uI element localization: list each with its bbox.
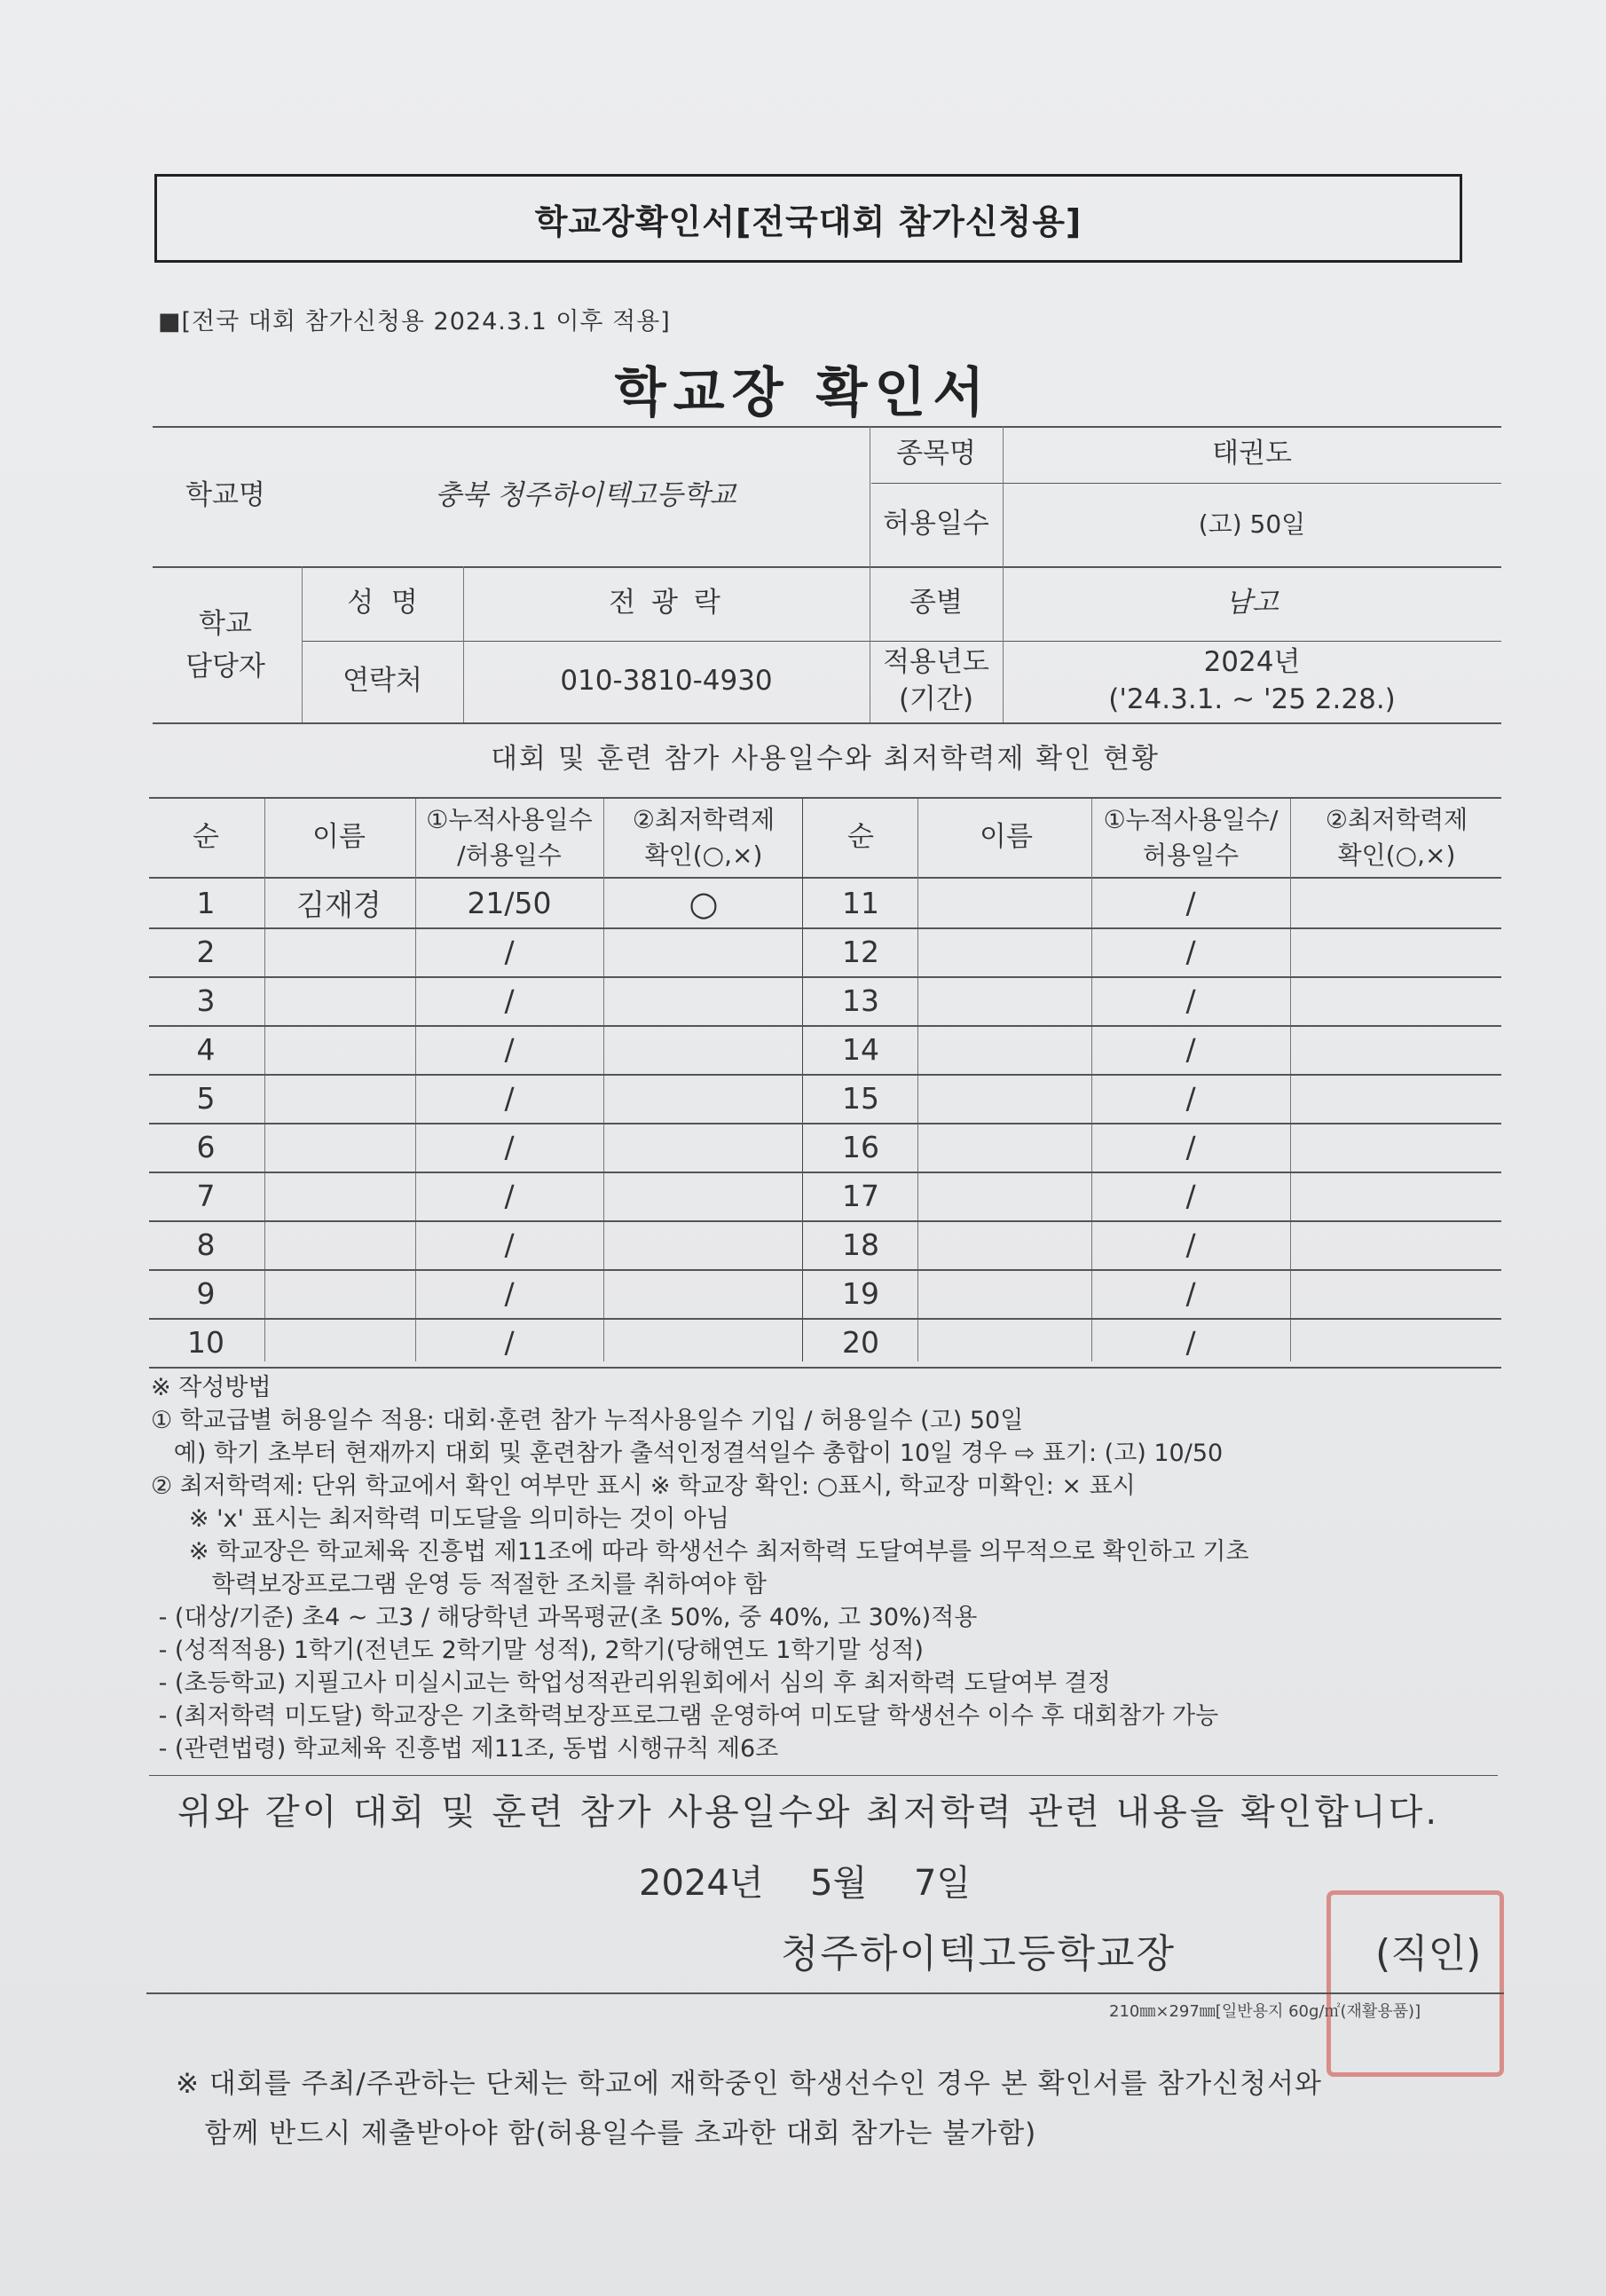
issue-date: 2024년 5월 7일 [639, 1863, 972, 1904]
signature-line [146, 1992, 1504, 1994]
table-row [149, 976, 1501, 1027]
main-title: 학교장 확인서 [614, 362, 992, 424]
row-check-left [605, 1318, 802, 1367]
row-days-right: / [1185, 1081, 1196, 1116]
row-days-right: / [1185, 1227, 1196, 1262]
row-check-left: ○ [689, 883, 719, 923]
event-label: 종목명 [896, 438, 976, 470]
table-row [149, 1269, 1501, 1320]
header-days-right-1: ①누적사용일수/ [1103, 805, 1279, 835]
table-row [149, 1172, 1501, 1222]
row-check-left [605, 1172, 802, 1220]
header-title: 학교장확인서[전국대회 참가신청용] [154, 174, 1462, 263]
school-value: 충북 청주하이텍고등학교 [435, 479, 736, 512]
row-no-left: 9 [196, 1276, 216, 1311]
row-no-right: 11 [842, 886, 879, 920]
note-line: - (초등학교) 지필고사 미실시교는 학업성적관리위원회에서 심의 후 최저학력 도달여부 결정 [151, 1669, 1111, 1697]
row-days-right: / [1185, 1276, 1196, 1311]
header-days-right-2: 허용일수 [1142, 840, 1240, 871]
row-no-right: 17 [842, 1179, 879, 1213]
row-days-right: / [1185, 886, 1196, 920]
header-check-left-1: ②최저학력제 [632, 805, 775, 835]
header-days-left-1: ①누적사용일수 [426, 805, 593, 835]
header-name-left: 이름 [312, 821, 366, 854]
row-days-left: / [504, 1276, 515, 1311]
row-check-left [605, 1025, 802, 1074]
row-name-left [264, 1269, 413, 1318]
staff-label-1: 학교 [199, 608, 252, 641]
row-name-left [264, 1318, 413, 1367]
table-caption: 대회 및 훈련 참가 사용일수와 최저학력제 확인 현황 [491, 743, 1160, 776]
row-days-right: / [1185, 1032, 1196, 1067]
confirmation-text: 위와 같이 대회 및 훈련 참가 사용일수와 최저학력 관련 내용을 확인합니다. [177, 1792, 1440, 1833]
info-line [153, 722, 1501, 724]
header-days-left-2: /허용일수 [457, 840, 562, 871]
row-check-left [605, 927, 802, 976]
table-row [149, 927, 1501, 978]
note-line: ※ 'x' 표시는 최저학력 미도달을 의미하는 것이 아님 [151, 1505, 729, 1533]
row-no-right: 15 [842, 1081, 879, 1116]
row-days-left: 21/50 [467, 886, 552, 920]
row-name-left [264, 1172, 413, 1220]
row-days-right: / [1185, 1179, 1196, 1213]
note-line: - (관련법령) 학교체육 진흥법 제11조, 동법 시행규칙 제6조 [151, 1735, 779, 1763]
row-check-left [605, 1220, 802, 1269]
row-days-right: / [1185, 1325, 1196, 1360]
name-label: 성 명 [347, 587, 418, 619]
row-days-left: / [504, 1179, 515, 1213]
row-days-left: / [504, 1227, 515, 1262]
footer-line-2: 함께 반드시 제출받아야 함(허용일수를 초과한 대회 참가는 불가함) [176, 2118, 1037, 2150]
event-value: 태권도 [1212, 438, 1292, 470]
table-row [149, 1123, 1501, 1173]
table-body [149, 879, 1501, 1361]
row-no-right: 20 [842, 1325, 879, 1360]
table-row [149, 1074, 1501, 1124]
notes-bottom-line [149, 1775, 1498, 1776]
header-no-left: 순 [193, 821, 219, 854]
contact-label: 연락처 [342, 665, 422, 698]
table-row [149, 1025, 1501, 1076]
note-line: ※ 작성방법 [151, 1374, 272, 1401]
row-check-left [605, 1269, 802, 1318]
official-seal-stamp [1327, 1890, 1504, 2077]
table-row [149, 1220, 1501, 1271]
row-name-left [264, 1074, 413, 1123]
header-name-right: 이름 [980, 821, 1033, 854]
row-no-right: 14 [842, 1032, 879, 1067]
row-name-left [264, 1220, 413, 1269]
note-line: 학력보장프로그램 운영 등 적절한 조치를 취하여야 함 [151, 1571, 767, 1598]
note-line: ② 최저학력제: 단위 학교에서 확인 여부만 표시 ※ 학교장 확인: ○표시, 학교장 미확인: × 표시 [151, 1472, 1136, 1500]
header-check-left-2: 확인(○,×) [644, 840, 763, 871]
row-check-left [605, 1074, 802, 1123]
row-no-right: 13 [842, 983, 879, 1018]
writing-instructions [151, 1371, 1517, 1765]
row-days-right: / [1185, 1130, 1196, 1164]
row-no-left: 6 [196, 1130, 216, 1164]
row-no-right: 16 [842, 1130, 879, 1164]
row-days-right: / [1185, 983, 1196, 1018]
note-line: ※ 학교장은 학교체육 진흥법 제11조에 따라 학생선수 최저학력 도달여부를 의무적으로 확인하고 기초 [151, 1538, 1249, 1566]
staff-label-2: 담당자 [185, 651, 265, 683]
year-value-1: 2024년 [1203, 646, 1301, 679]
paper-spec-note: 210㎜×297㎜[일반용지 60g/㎡(재활용품)] [1109, 2002, 1421, 2021]
row-name-left [264, 1025, 413, 1074]
row-days-left: / [504, 1130, 515, 1164]
row-name-left [264, 1123, 413, 1172]
row-check-left [605, 976, 802, 1025]
allowed-days-label: 허용일수 [883, 508, 989, 540]
row-no-left: 7 [196, 1179, 216, 1213]
contact-value: 010-3810-4930 [560, 665, 773, 698]
row-no-right: 19 [842, 1276, 879, 1311]
row-no-right: 18 [842, 1227, 879, 1262]
header-no-right: 순 [847, 821, 874, 854]
row-no-left: 2 [196, 935, 216, 969]
name-value: 전 광 락 [609, 587, 724, 619]
year-value-2: ('24.3.1. ~ '25 2.28.) [1108, 683, 1396, 716]
row-no-left: 4 [196, 1032, 216, 1067]
note-line: - (최저학력 미도달) 학교장은 기초학력보장프로그램 운영하여 미도달 학생선수 이수 후 대회참가 가능 [151, 1702, 1219, 1730]
row-no-left: 8 [196, 1227, 216, 1262]
row-days-left: / [504, 1032, 515, 1067]
school-label: 학교명 [185, 479, 265, 512]
note-line: 예) 학기 초부터 현재까지 대회 및 훈련참가 출석인정결석일수 총합이 10일 경우 ⇨ 표기: (고) 10/50 [151, 1440, 1224, 1467]
principal-name: 청주하이텍고등학교장 [781, 1931, 1177, 1976]
note-line: ① 학교급별 허용일수 적용: 대회·훈련 참가 누적사용일수 기입 / 허용일수 (고) 50일 [151, 1407, 1024, 1434]
seal-label: (직인) [1375, 1931, 1482, 1976]
header-check-right-1: ②최저학력제 [1325, 805, 1468, 835]
gender-value: 남고 [1225, 587, 1279, 619]
year-label-1: 적용년도 [883, 646, 989, 679]
row-no-left: 1 [196, 886, 216, 920]
row-days-left: / [504, 1325, 515, 1360]
note-line: - (대상/기준) 초4 ~ 고3 / 해당학년 과목평균(초 50%, 중 40%, 고 30%)적용 [151, 1604, 978, 1631]
row-no-left: 10 [187, 1325, 224, 1360]
note-line: - (성적적용) 1학기(전년도 2학기말 성적), 2학기(당해연도 1학기말 성적) [151, 1637, 924, 1664]
gender-label: 종별 [909, 587, 963, 619]
row-check-left [605, 1123, 802, 1172]
table-row [149, 879, 1501, 929]
year-label-2: (기간) [898, 683, 974, 716]
footer-notice [176, 2059, 1322, 2158]
row-days-left: / [504, 935, 515, 969]
row-no-left: 3 [196, 983, 216, 1018]
allowed-days-value: (고) 50일 [1198, 509, 1306, 540]
row-days-left: / [504, 983, 515, 1018]
row-days-left: / [504, 1081, 515, 1116]
row-name-left: 김재경 [296, 888, 382, 922]
row-no-right: 12 [842, 935, 879, 969]
table-row [149, 1318, 1501, 1369]
row-days-right: / [1185, 935, 1196, 969]
sub-note: ■[전국 대회 참가신청용 2024.3.1 이후 적용] [158, 308, 671, 335]
row-name-left [264, 976, 413, 1025]
footer-line-1: ※ 대회를 주최/주관하는 단체는 학교에 재학중인 학생선수인 경우 본 확인서를 참가신청서와 [176, 2068, 1322, 2100]
header-check-right-2: 확인(○,×) [1337, 840, 1456, 871]
row-no-left: 5 [196, 1081, 216, 1116]
row-name-left [264, 927, 413, 976]
table-header [149, 799, 1501, 879]
